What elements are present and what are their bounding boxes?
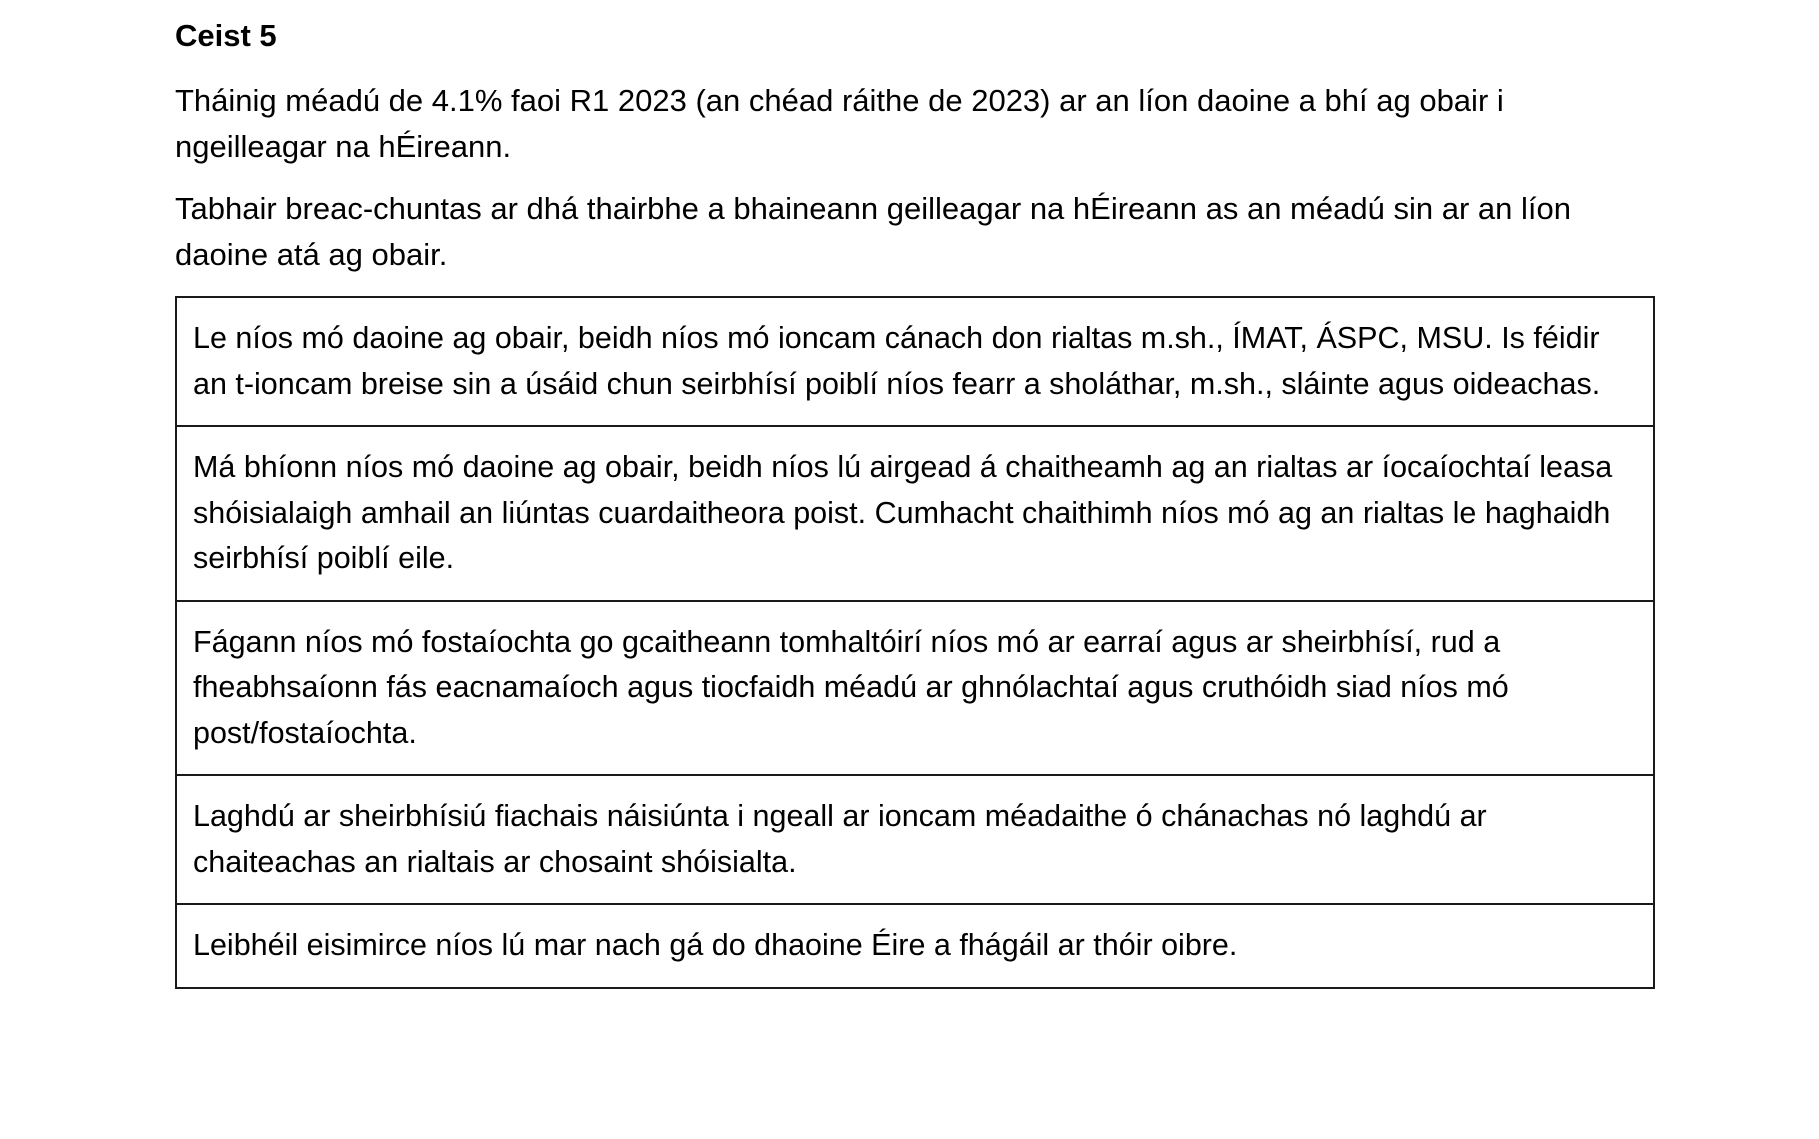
question-paragraph-prompt: Tabhair breac-chuntas ar dhá thairbhe a bhaineann geilleagar na hÉireann as an méadú sin ar an líon daoine atá ag obair. xyxy=(175,191,1571,272)
answer-table xyxy=(175,296,1655,989)
answer-row: Leibhéil eisimirce níos lú mar nach gá do dhaoine Éire a fhágáil ar thóir oibre. xyxy=(193,928,1238,962)
answer-row: Fágann níos mó fostaíochta go gcaitheann tomhaltóirí níos mó ar earraí agus ar sheirbhísí, rud a fheabhsaíonn fás eacnamaíoch agus tiocfaidh méadú ar ghnólachtaí agus cruthóidh siad níos mó post/fostaíochta. xyxy=(177,602,1653,777)
answer-row: Laghdú ar sheirbhísiú fiachais náisiúnta i ngeall ar ioncam méadaithe ó chánachas nó laghdú ar chaiteachas an rialtais ar chosaint shóisialta. xyxy=(177,776,1653,905)
question-title: Ceist 5 xyxy=(175,18,277,53)
answer-row: Má bhíonn níos mó daoine ag obair, beidh níos lú airgead á chaitheamh ag an rialtas ar íocaíochtaí leasa shóisialaigh amhail an liúntas cuardaitheora poist. Cumhacht chaithimh níos mó ag an rialtas le haghaidh seirbhísí poiblí eile. xyxy=(177,427,1653,602)
answer-row: Le níos mó daoine ag obair, beidh níos mó ioncam cánach don rialtas m.sh., ÍMAT, ÁSPC, MSU. Is féidir an t-ioncam breise sin a úsáid chun seirbhísí poiblí níos fearr a sholáthar, m.sh., sláinte agus oideachas. xyxy=(177,298,1653,427)
question-paragraph-context: Tháinig méadú de 4.1% faoi R1 2023 (an chéad ráithe de 2023) ar an líon daoine a bhí ag obair i ngeilleagar na hÉireann. xyxy=(175,83,1504,164)
document-page xyxy=(175,16,1655,989)
